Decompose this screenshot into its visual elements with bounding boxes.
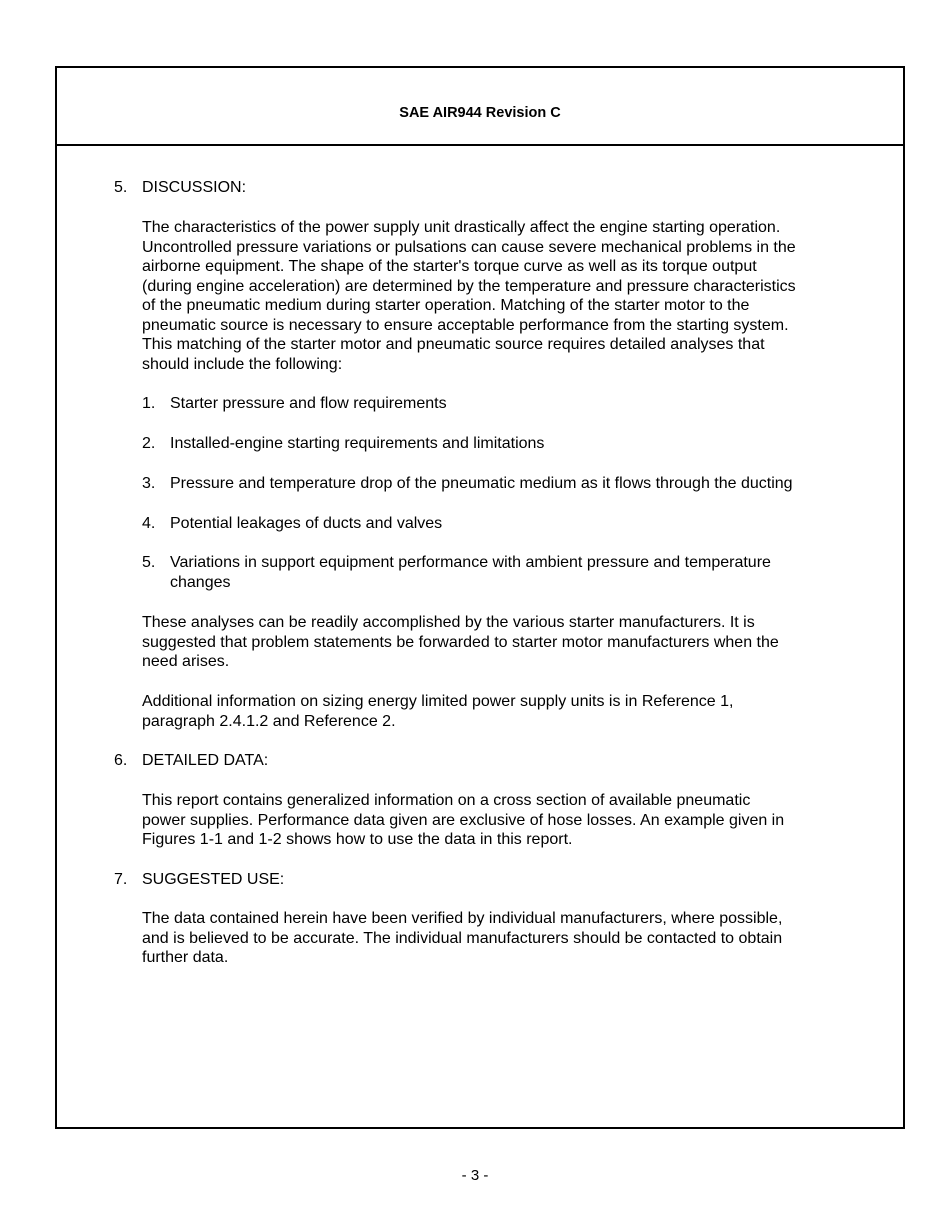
list-item-number: 3. [142,475,156,492]
text-line: Uncontrolled pressure variations or pulsations can cause severe mechanical problems in the [142,238,796,256]
text-line: suggested that problem statements be forwarded to starter motor manufacturers when the [142,633,779,651]
text-line: The data contained herein have been verified by individual manufacturers, where possible, [142,910,783,927]
text-line: This report contains generalized information on a cross section of available pneumatic [142,792,751,809]
text-line: further data. [142,949,229,966]
text-line: airborne equipment. The shape of the starter's torque curve as well as its torque output [142,258,757,275]
document-title: SAE AIR944 Revision C [399,105,561,121]
list-item-number: 4. [142,515,156,532]
list-item-number: 1. [142,395,156,412]
text-line: Additional information on sizing energy limited power supply units is in Reference 1, [142,693,734,710]
additional-info-paragraph [142,692,862,731]
text-line: of the pneumatic medium during starter operation. Matching of the starter motor to the [142,297,750,314]
text-line: should include the following: [142,355,343,373]
text-line: pneumatic source is necessary to ensure acceptable performance from the starting system. [142,316,789,334]
page-number: - 3 - [461,1167,489,1184]
section-title: DETAILED DATA: [142,752,269,769]
list-item-number: 2. [142,435,156,452]
section-number: 6. [114,752,128,769]
text-line: These analyses can be readily accomplished by the various starter manufacturers. It is [142,614,755,631]
list-item-number: 5. [142,554,156,571]
list-item-text: Potential leakages of ducts and valves [170,515,443,532]
page-frame [55,66,905,1129]
page-header [57,68,903,146]
list-item-text: Variations in support equipment performance with ambient pressure and temperature [170,554,771,571]
analyses-paragraph [142,613,862,672]
section-title: SUGGESTED USE: [142,871,285,888]
text-line: (during engine acceleration) are determined by the temperature and pressure characteristics [142,277,796,295]
section-number: 5. [114,179,128,196]
list-item-text: changes [170,573,231,591]
text-line: Figures 1-1 and 1-2 shows how to use the data in this report. [142,831,573,848]
list-item-text: Starter pressure and flow requirements [170,395,447,412]
list-item-text: Installed-engine starting requirements and limitations [170,435,545,452]
detailed-data-paragraph [142,791,862,850]
text-line: power supplies. Performance data given are exclusive of hose losses. An example given in [142,811,785,829]
text-line: paragraph 2.4.1.2 and Reference 2. [142,712,396,730]
section-number: 7. [114,871,128,888]
text-line: This matching of the starter motor and pneumatic source requires detailed analyses that [142,336,765,353]
suggested-use-paragraph [142,909,862,968]
discussion-intro-paragraph [142,218,862,374]
text-line: The characteristics of the power supply unit drastically affect the engine starting operation. [142,219,781,236]
text-line: need arises. [142,653,230,670]
section-title: DISCUSSION: [142,179,247,196]
text-line: and is believed to be accurate. The individual manufacturers should be contacted to obtain [142,929,783,947]
list-item-text: Pressure and temperature drop of the pneumatic medium as it flows through the ducting [170,475,793,492]
